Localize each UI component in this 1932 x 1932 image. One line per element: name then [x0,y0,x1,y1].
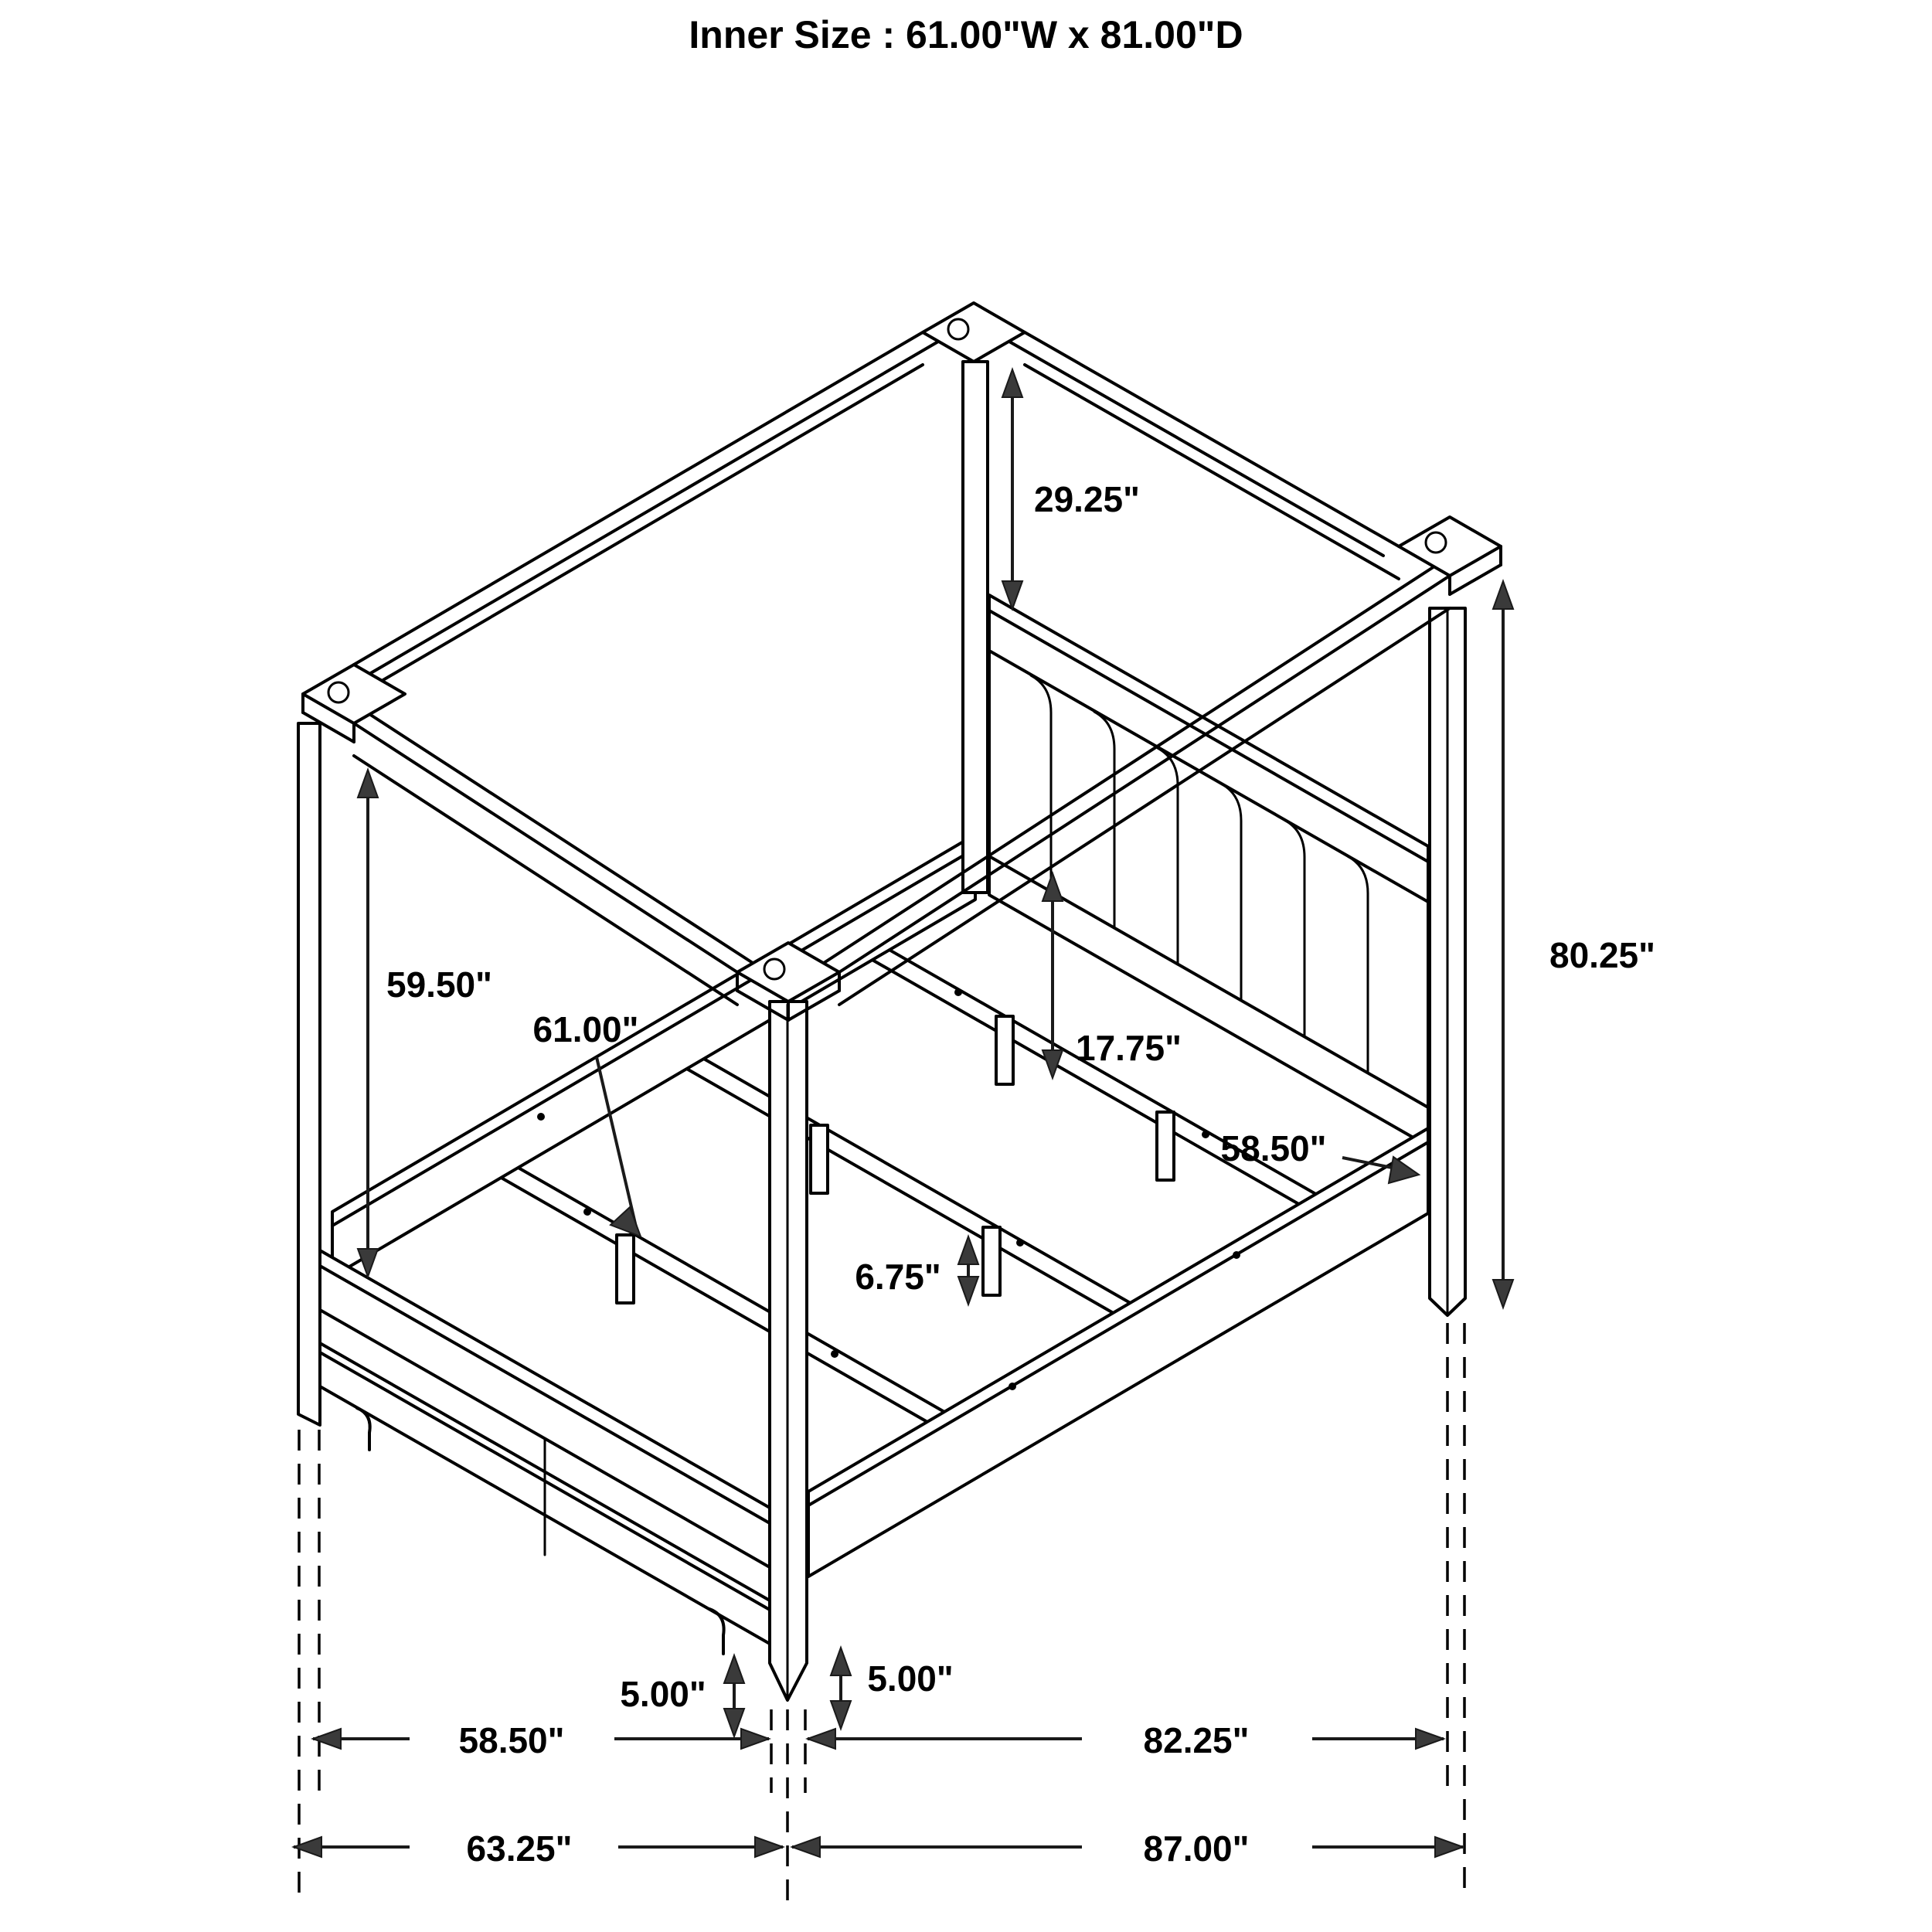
left-side-rail [332,835,975,1277]
dimension-label-overall-height: 80.25" [1549,935,1655,975]
dimension-row-width-inner [313,1720,769,1760]
dimension-80-25 [1493,581,1655,1308]
dimension-label-headboard-rail-width: 58.50" [1220,1128,1327,1168]
diagram-title: Inner Size : 61.00"W x 81.00"D [689,13,1243,56]
dimension-label-rail-to-slat: 17.75" [1076,1028,1182,1068]
dimension-label-inner-width: 61.00" [532,1009,639,1049]
dimension-label-canopy-to-footboard: 59.50" [386,964,492,1005]
front-post [770,1002,807,1700]
back-post [963,362,988,893]
dimension-label-footboard-span: 58.50" [458,1720,565,1760]
dimension-label-slat-leg-height: 6.75" [855,1257,941,1297]
dimension-6-75 [855,1236,978,1304]
dimension-label-overall-depth: 87.00" [1143,1828,1250,1869]
dimension-label-canopy-to-headboard: 29.25" [1034,479,1140,519]
dimension-label-side-rail-span: 82.25" [1143,1720,1250,1760]
dimension-row-width-overall [294,1828,783,1869]
dimension-label-post-clearance: 5.00" [867,1658,954,1699]
right-side-rail [808,1128,1428,1577]
dimension-5-00-footboard [620,1655,744,1736]
dimension-row-depth-overall [792,1828,1463,1869]
dimension-label-footboard-clearance: 5.00" [620,1674,706,1714]
dimension-row-depth-inner [808,1720,1444,1760]
right-post [1430,608,1465,1315]
dimension-label-overall-width: 63.25" [466,1828,573,1869]
footboard [320,1250,770,1654]
left-post [298,723,320,1425]
dimension-5-00-post [831,1648,954,1729]
